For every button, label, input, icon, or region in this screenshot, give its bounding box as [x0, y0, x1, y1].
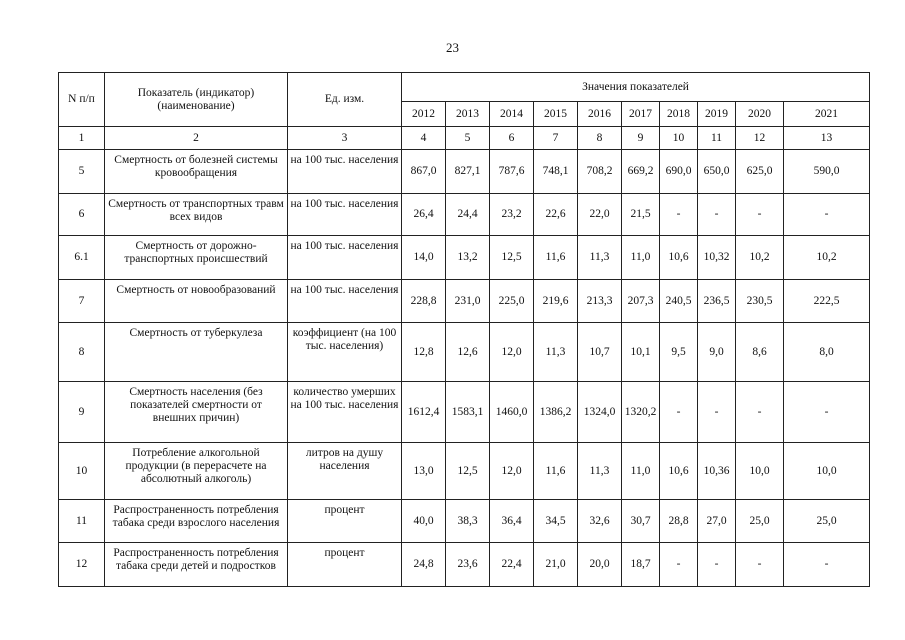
unit-of-measure: процент [288, 500, 402, 543]
indicator-value: 1612,4 [402, 382, 446, 443]
indicator-value: 787,6 [490, 150, 534, 194]
column-number: 6 [490, 127, 534, 150]
indicator-value: - [736, 382, 784, 443]
column-number: 9 [622, 127, 660, 150]
header-year: 2018 [660, 102, 698, 127]
page-number: 23 [446, 40, 459, 55]
row-number: 6 [59, 194, 105, 236]
indicator-name: Смертность от туберкулеза [105, 323, 288, 382]
indicator-value: 748,1 [534, 150, 578, 194]
indicator-value: 222,5 [784, 280, 870, 323]
indicator-value: 23,6 [446, 543, 490, 587]
indicator-value: 669,2 [622, 150, 660, 194]
header-unit: Ед. изм. [288, 73, 402, 127]
column-number: 4 [402, 127, 446, 150]
indicator-value: 690,0 [660, 150, 698, 194]
indicator-value: 11,3 [578, 236, 622, 280]
indicator-value: 21,5 [622, 194, 660, 236]
header-year: 2021 [784, 102, 870, 127]
indicator-value: 10,2 [784, 236, 870, 280]
column-number: 8 [578, 127, 622, 150]
column-number: 1 [59, 127, 105, 150]
indicator-value: 10,7 [578, 323, 622, 382]
table-row [59, 443, 870, 500]
indicator-name: Распространенность потребления табака среди детей и подростков [105, 543, 288, 587]
row-number: 8 [59, 323, 105, 382]
indicator-value: - [784, 382, 870, 443]
indicator-value: 213,3 [578, 280, 622, 323]
indicator-value: 11,6 [534, 443, 578, 500]
unit-of-measure: литров на душу населения [288, 443, 402, 500]
indicator-name: Потребление алкогольной продукции (в перерасчете на абсолютный алкоголь) [105, 443, 288, 500]
header-year: 2015 [534, 102, 578, 127]
unit-of-measure: на 100 тыс. населения [288, 150, 402, 194]
indicator-value: 590,0 [784, 150, 870, 194]
indicator-value: 11,3 [534, 323, 578, 382]
unit-of-measure: процент [288, 543, 402, 587]
indicator-value: 230,5 [736, 280, 784, 323]
indicator-value: 34,5 [534, 500, 578, 543]
unit-of-measure: на 100 тыс. населения [288, 236, 402, 280]
indicator-value: 12,5 [490, 236, 534, 280]
indicator-value: 10,6 [660, 236, 698, 280]
indicator-value: 12,0 [490, 443, 534, 500]
indicator-value: 23,2 [490, 194, 534, 236]
row-number: 5 [59, 150, 105, 194]
indicator-value: 10,36 [698, 443, 736, 500]
indicator-value: 10,0 [784, 443, 870, 500]
indicator-value: 8,6 [736, 323, 784, 382]
indicator-value: 1583,1 [446, 382, 490, 443]
column-number: 12 [736, 127, 784, 150]
row-number: 10 [59, 443, 105, 500]
indicator-value: 18,7 [622, 543, 660, 587]
row-number: 12 [59, 543, 105, 587]
indicator-value: 1386,2 [534, 382, 578, 443]
indicator-value: - [660, 382, 698, 443]
indicator-value: 10,32 [698, 236, 736, 280]
column-number-row [59, 127, 870, 150]
header-values-group: Значения показателей [402, 73, 870, 102]
indicator-value: 32,6 [578, 500, 622, 543]
indicator-value: 625,0 [736, 150, 784, 194]
header-num: N п/п [59, 73, 105, 127]
row-number: 6.1 [59, 236, 105, 280]
header-year: 2012 [402, 102, 446, 127]
indicator-value: 12,0 [490, 323, 534, 382]
indicator-value: 236,5 [698, 280, 736, 323]
indicator-name: Смертность от болезней системы кровообращения [105, 150, 288, 194]
indicator-value: 14,0 [402, 236, 446, 280]
indicator-value: - [660, 543, 698, 587]
indicator-value: - [698, 194, 736, 236]
indicator-value: 1324,0 [578, 382, 622, 443]
indicator-value: - [698, 382, 736, 443]
indicator-value: - [784, 194, 870, 236]
column-number: 7 [534, 127, 578, 150]
indicator-value: 12,8 [402, 323, 446, 382]
indicator-value: 219,6 [534, 280, 578, 323]
indicator-value: 13,2 [446, 236, 490, 280]
row-number: 7 [59, 280, 105, 323]
indicator-value: 708,2 [578, 150, 622, 194]
indicator-value: 25,0 [784, 500, 870, 543]
indicator-name: Смертность от дорожно-транспортных происшествий [105, 236, 288, 280]
table-row [59, 323, 870, 382]
indicator-value: 13,0 [402, 443, 446, 500]
header-year: 2019 [698, 102, 736, 127]
indicator-value: - [784, 543, 870, 587]
table-row [59, 382, 870, 443]
indicator-value: 26,4 [402, 194, 446, 236]
indicator-value: 22,4 [490, 543, 534, 587]
column-number: 13 [784, 127, 870, 150]
indicator-name: Распространенность потребления табака среди взрослого населения [105, 500, 288, 543]
row-number: 11 [59, 500, 105, 543]
indicators-table [58, 72, 870, 587]
indicator-value: 10,1 [622, 323, 660, 382]
header-year: 2020 [736, 102, 784, 127]
indicator-value: 1320,2 [622, 382, 660, 443]
indicator-value: 1460,0 [490, 382, 534, 443]
indicator-value: - [736, 194, 784, 236]
indicator-value: - [736, 543, 784, 587]
table-row [59, 543, 870, 587]
indicator-value: 24,4 [446, 194, 490, 236]
table-body [59, 150, 870, 587]
column-number: 5 [446, 127, 490, 150]
header-year: 2013 [446, 102, 490, 127]
header-year: 2014 [490, 102, 534, 127]
indicator-value: 9,0 [698, 323, 736, 382]
indicator-value: 11,0 [622, 443, 660, 500]
indicator-value: 10,6 [660, 443, 698, 500]
indicator-value: - [660, 194, 698, 236]
table-row [59, 150, 870, 194]
indicator-value: 867,0 [402, 150, 446, 194]
indicator-value: 12,6 [446, 323, 490, 382]
unit-of-measure: на 100 тыс. населения [288, 280, 402, 323]
indicator-value: 231,0 [446, 280, 490, 323]
column-number: 3 [288, 127, 402, 150]
indicator-value: - [698, 543, 736, 587]
table-row [59, 236, 870, 280]
header-year: 2017 [622, 102, 660, 127]
indicator-value: 650,0 [698, 150, 736, 194]
row-number: 9 [59, 382, 105, 443]
header-year: 2016 [578, 102, 622, 127]
indicator-value: 22,6 [534, 194, 578, 236]
indicator-value: 22,0 [578, 194, 622, 236]
indicator-value: 225,0 [490, 280, 534, 323]
indicator-value: 30,7 [622, 500, 660, 543]
column-number: 11 [698, 127, 736, 150]
indicator-value: 24,8 [402, 543, 446, 587]
indicator-name: Смертность населения (без показателей смертности от внешних причин) [105, 382, 288, 443]
indicator-value: 11,0 [622, 236, 660, 280]
indicator-value: 12,5 [446, 443, 490, 500]
column-number: 10 [660, 127, 698, 150]
indicator-value: 11,3 [578, 443, 622, 500]
indicator-value: 10,2 [736, 236, 784, 280]
unit-of-measure: коэффициент (на 100 тыс. населения) [288, 323, 402, 382]
indicator-value: 827,1 [446, 150, 490, 194]
indicator-value: 8,0 [784, 323, 870, 382]
unit-of-measure: количество умерших на 100 тыс. населения [288, 382, 402, 443]
table-row [59, 500, 870, 543]
indicator-value: 38,3 [446, 500, 490, 543]
column-number: 2 [105, 127, 288, 150]
header-row-top [59, 73, 870, 102]
indicator-value: 28,8 [660, 500, 698, 543]
table-row [59, 194, 870, 236]
indicator-value: 11,6 [534, 236, 578, 280]
header-indicator: Показатель (индикатор) (наименование) [105, 73, 288, 127]
table-row [59, 280, 870, 323]
indicator-value: 207,3 [622, 280, 660, 323]
indicator-value: 240,5 [660, 280, 698, 323]
indicator-value: 21,0 [534, 543, 578, 587]
unit-of-measure: на 100 тыс. населения [288, 194, 402, 236]
indicator-name: Смертность от транспортных травм всех видов [105, 194, 288, 236]
indicator-value: 25,0 [736, 500, 784, 543]
indicator-value: 40,0 [402, 500, 446, 543]
indicator-value: 20,0 [578, 543, 622, 587]
indicator-name: Смертность от новообразований [105, 280, 288, 323]
indicator-value: 36,4 [490, 500, 534, 543]
indicator-value: 228,8 [402, 280, 446, 323]
indicator-value: 27,0 [698, 500, 736, 543]
indicator-value: 9,5 [660, 323, 698, 382]
indicator-value: 10,0 [736, 443, 784, 500]
